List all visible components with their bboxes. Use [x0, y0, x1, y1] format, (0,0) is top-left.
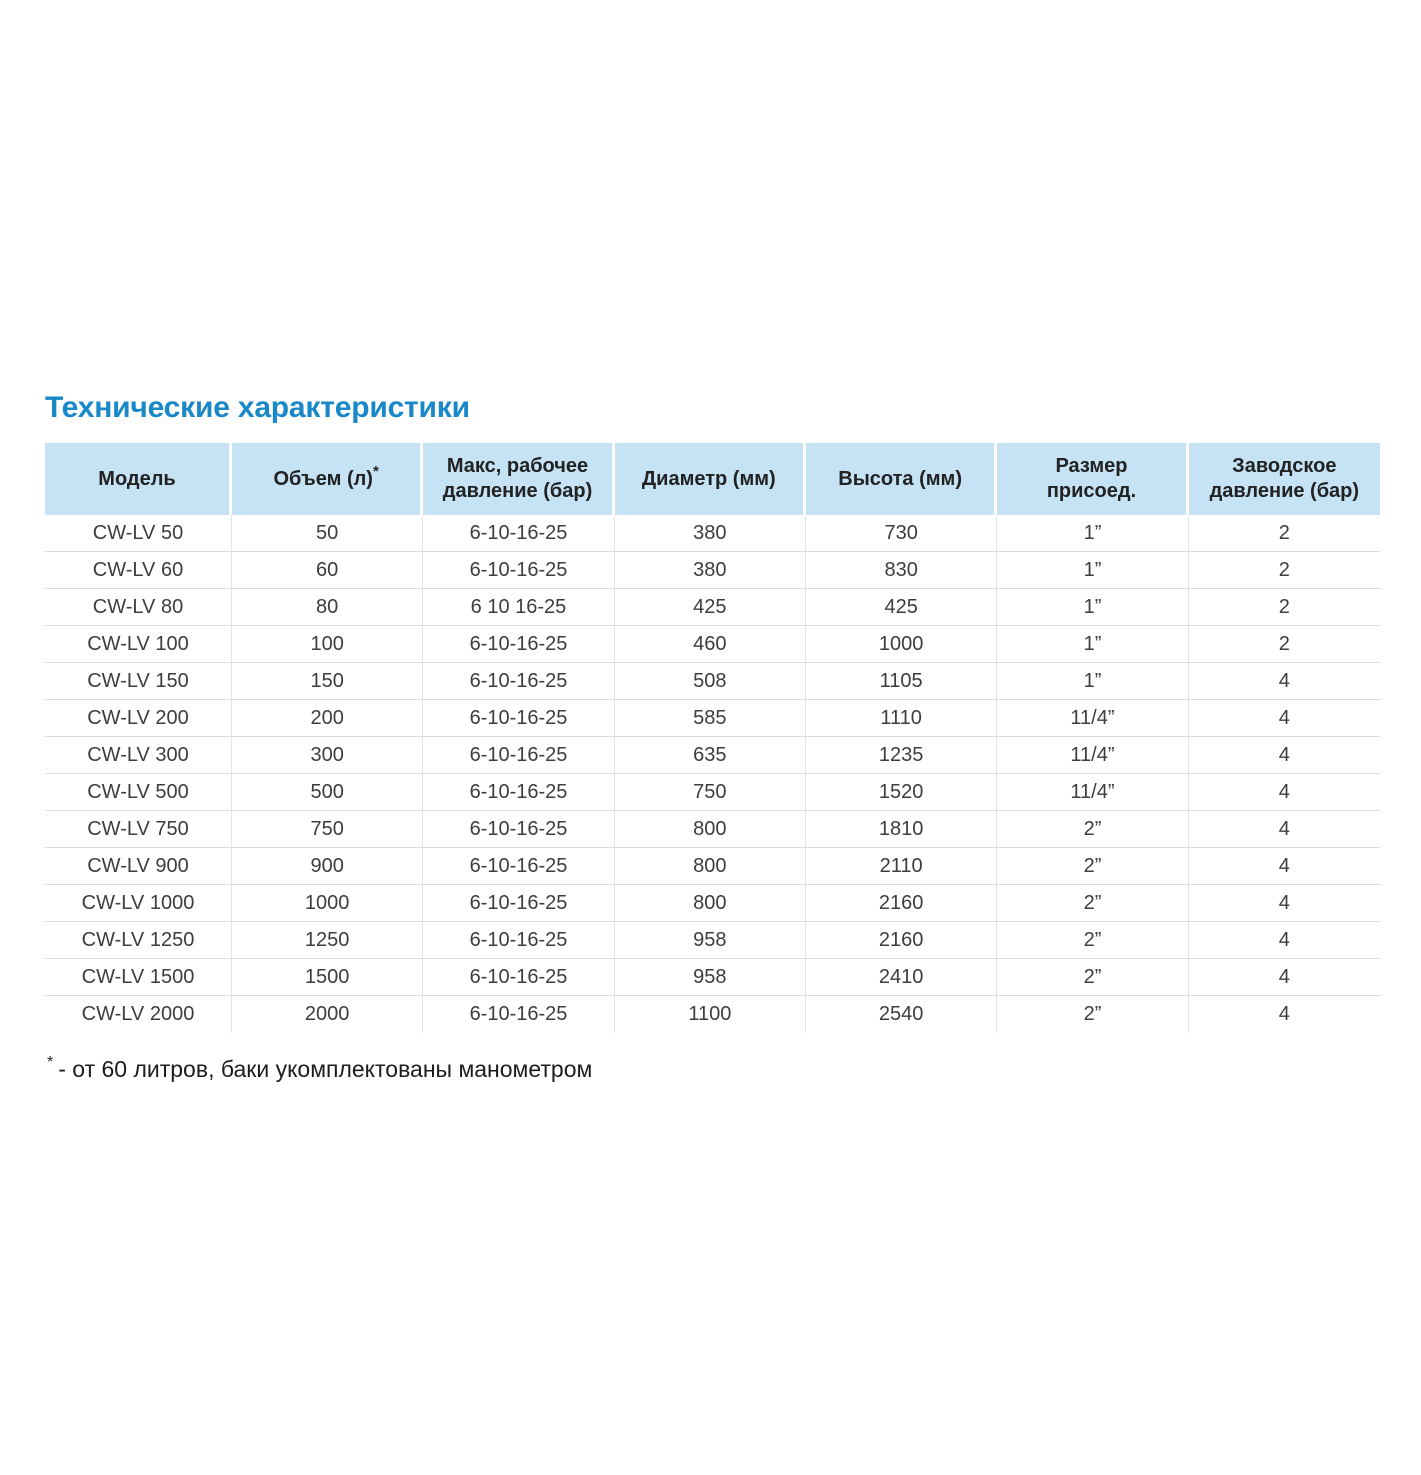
table-cell: 200 [232, 700, 423, 737]
table-cell: 958 [615, 959, 806, 996]
table-cell: CW-LV 150 [45, 663, 232, 700]
table-cell: 1520 [806, 774, 997, 811]
table-row [45, 959, 1380, 996]
table-cell: 958 [615, 922, 806, 959]
table-row [45, 552, 1380, 589]
table-cell: 2160 [806, 922, 997, 959]
table-cell: 6-10-16-25 [423, 922, 614, 959]
table-cell: 6-10-16-25 [423, 700, 614, 737]
table-cell: 1110 [806, 700, 997, 737]
table-row [45, 811, 1380, 848]
table-cell: 585 [615, 700, 806, 737]
column-header: Высота (мм) [806, 443, 997, 515]
table-cell: 750 [232, 811, 423, 848]
table-cell: 1” [997, 552, 1188, 589]
table-cell: CW-LV 50 [45, 515, 232, 552]
table-cell: 800 [615, 811, 806, 848]
table-cell: 1” [997, 589, 1188, 626]
table-row [45, 589, 1380, 626]
table-cell: 425 [806, 589, 997, 626]
table-cell: CW-LV 60 [45, 552, 232, 589]
table-cell: 6-10-16-25 [423, 959, 614, 996]
table-row [45, 885, 1380, 922]
table-cell: 2” [997, 811, 1188, 848]
table-cell: 1100 [615, 996, 806, 1033]
table-cell: 2110 [806, 848, 997, 885]
column-header: Объем (л)* [232, 443, 423, 515]
table-cell: 2” [997, 922, 1188, 959]
table-cell: 2160 [806, 885, 997, 922]
table-cell: 6-10-16-25 [423, 626, 614, 663]
table-cell: 4 [1189, 848, 1380, 885]
table-cell: 300 [232, 737, 423, 774]
table-cell: 900 [232, 848, 423, 885]
table-cell: 4 [1189, 922, 1380, 959]
table-cell: 4 [1189, 885, 1380, 922]
table-cell: 800 [615, 848, 806, 885]
table-cell: 460 [615, 626, 806, 663]
table-cell: 2” [997, 996, 1188, 1033]
table-cell: CW-LV 80 [45, 589, 232, 626]
table-row [45, 515, 1380, 552]
table-cell: 2” [997, 959, 1188, 996]
table-cell: 2000 [232, 996, 423, 1033]
table-row [45, 737, 1380, 774]
header-row [45, 443, 1380, 515]
column-header: Заводское давление (бар) [1189, 443, 1380, 515]
table-row [45, 774, 1380, 811]
table-cell: 4 [1189, 811, 1380, 848]
table-cell: 1” [997, 663, 1188, 700]
table-cell: 150 [232, 663, 423, 700]
footnote-text: - от 60 литров, баки укомплектованы манометром [58, 1056, 593, 1082]
table-cell: CW-LV 1500 [45, 959, 232, 996]
table-cell: 6-10-16-25 [423, 811, 614, 848]
table-cell: 4 [1189, 663, 1380, 700]
table-cell: 2410 [806, 959, 997, 996]
table-cell: CW-LV 300 [45, 737, 232, 774]
table-cell: 4 [1189, 774, 1380, 811]
table-cell: CW-LV 200 [45, 700, 232, 737]
table-cell: 50 [232, 515, 423, 552]
table-cell: 1235 [806, 737, 997, 774]
table-header [45, 443, 1380, 515]
table-cell: 508 [615, 663, 806, 700]
table-row [45, 848, 1380, 885]
table-cell: 1” [997, 515, 1188, 552]
table-cell: 1000 [232, 885, 423, 922]
table-cell: CW-LV 2000 [45, 996, 232, 1033]
table-cell: 6-10-16-25 [423, 515, 614, 552]
table-cell: CW-LV 100 [45, 626, 232, 663]
table-cell: 4 [1189, 959, 1380, 996]
table-cell: 6-10-16-25 [423, 737, 614, 774]
footnote [47, 1056, 1380, 1083]
table-cell: 11/4” [997, 700, 1188, 737]
table-cell: 2” [997, 885, 1188, 922]
table-cell: 6-10-16-25 [423, 663, 614, 700]
table-cell: 2” [997, 848, 1188, 885]
table-cell: CW-LV 1250 [45, 922, 232, 959]
column-header: Размер присоед. [997, 443, 1188, 515]
table-cell: 80 [232, 589, 423, 626]
table-cell: 1000 [806, 626, 997, 663]
table-cell: 4 [1189, 737, 1380, 774]
table-cell: 4 [1189, 700, 1380, 737]
table-row [45, 996, 1380, 1033]
table-cell: 1810 [806, 811, 997, 848]
specs-section [45, 391, 1380, 1083]
table-cell: 11/4” [997, 737, 1188, 774]
table-cell: 1500 [232, 959, 423, 996]
table-row [45, 663, 1380, 700]
table-row [45, 922, 1380, 959]
table-cell: 2 [1189, 515, 1380, 552]
table-cell: 2 [1189, 589, 1380, 626]
table-cell: 4 [1278, 1003, 1290, 1025]
table-cell: 2540 [806, 996, 997, 1033]
table-cell: 11/4” [997, 774, 1188, 811]
table-cell: 6-10-16-25 [423, 996, 614, 1033]
table-cell: 6-10-16-25 [423, 552, 614, 589]
table-cell: CW-LV 1000 [45, 885, 232, 922]
table-cell: 2 [1189, 552, 1380, 589]
table-cell: 60 [232, 552, 423, 589]
table-cell: 6-10-16-25 [423, 774, 614, 811]
table-body [45, 515, 1380, 1033]
table-row [45, 626, 1380, 663]
footnote-asterisk: * [47, 1054, 54, 1071]
table-cell: 1” [997, 626, 1188, 663]
column-header-asterisk: * [372, 462, 379, 480]
page-title: Технические характеристики [45, 391, 470, 424]
table-cell: 750 [615, 774, 806, 811]
specs-table [45, 443, 1380, 1033]
table-cell: 1105 [806, 663, 997, 700]
table-cell: 500 [232, 774, 423, 811]
column-header: Модель [45, 443, 232, 515]
table-cell: 830 [806, 552, 997, 589]
table-cell: 380 [615, 552, 806, 589]
table-cell: CW-LV 750 [45, 811, 232, 848]
column-header: Макс, рабочее давление (бар) [423, 443, 614, 515]
table-row [45, 700, 1380, 737]
table-cell: CW-LV 900 [45, 848, 232, 885]
table-cell: 100 [232, 626, 423, 663]
table-cell: 425 [615, 589, 806, 626]
table-cell: 730 [806, 515, 997, 552]
table-cell: CW-LV 500 [45, 774, 232, 811]
column-header: Диаметр (мм) [615, 443, 806, 515]
table-cell: 1250 [232, 922, 423, 959]
table-cell: 6 10 16-25 [423, 589, 614, 626]
table-cell: 635 [615, 737, 806, 774]
table-cell: 380 [615, 515, 806, 552]
table-cell: 6-10-16-25 [423, 848, 614, 885]
table-cell: 800 [615, 885, 806, 922]
table-cell: 2 [1189, 626, 1380, 663]
table-cell: 6-10-16-25 [423, 885, 614, 922]
